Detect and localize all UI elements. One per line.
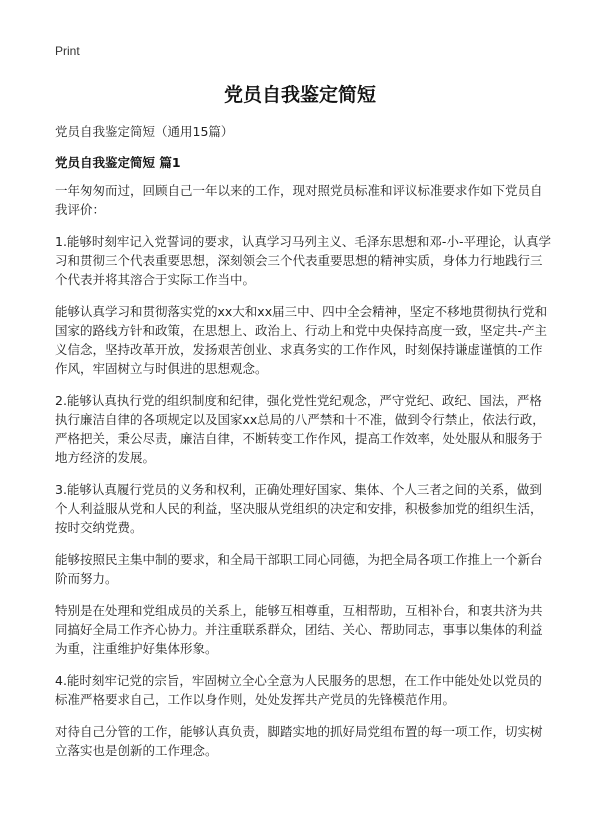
paragraph-point-1: 1.能够时刻牢记入党誓词的要求，认真学习马列主义、毛泽东思想和邓-小-平理论，认真学习和贯彻三个代表重要思想，深刻领会三个代表重要思想的精神实质，身体力行地践行三个代表并将其溶合于实际工作当中。 — [55, 234, 551, 287]
document-subtitle: 党员自我鉴定简短（通用15篇） — [55, 124, 234, 139]
paragraph-relations: 特别是在处理和党组成员的关系上，能够互相尊重，互相帮助，互相补台，和衷共济为共同搞好全局工作齐心协力。并注重联系群众，团结、关心、帮助同志，事事以集体的利益为重，注重维护好集体形象。 — [55, 603, 543, 656]
print-link[interactable]: Print — [55, 44, 80, 58]
paragraph-democracy: 能够按照民主集中制的要求，和全局干部职工同心同德，为把全局各项工作推上一个新台阶而努力。 — [55, 552, 543, 586]
paragraph-intro: 一年匆匆而过，回顾自己一年以来的工作，现对照党员标准和评议标准要求作如下党员自我评价： — [55, 183, 543, 217]
section-heading: 党员自我鉴定简短 篇1 — [55, 155, 181, 170]
paragraph-responsibility: 对待自己分管的工作，能够认真负责，脚踏实地的抓好局党组布置的每一项工作，切实树立落实也是创新的工作理念。 — [55, 724, 543, 758]
paragraph-point-4: 4.能时刻牢记党的宗旨，牢固树立全心全意为人民服务的思想，在工作中能处处以党员的标准严格要求自己，工作以身作则，处处发挥共产党员的先锋模范作用。 — [55, 673, 542, 707]
page-title: 党员自我鉴定简短 — [223, 84, 376, 106]
paragraph-point-2: 2.能够认真执行党的组织制度和纪律，强化党性党纪观念，严守党纪、政纪、国法，严格执行廉洁自律的各项规定以及国家xx总局的八严禁和十不准，做到令行禁止，依法行政，严格把关，秉公尽责，廉洁自律，不断转变工作作风，提高工作效率，处处服从和服务于地方经济的发展。 — [55, 393, 545, 465]
paragraph-point-3: 3.能够认真履行党员的义务和权利，正确处理好国家、集体、个人三者之间的关系，做到个人利益服从党和人民的利益，坚决服从党组织的决定和安排，积极参加党的组织生活，按时交纳党费。 — [55, 482, 543, 535]
paragraph-study: 能够认真学习和贯彻落实党的xx大和xx届三中、四中全会精神，坚定不移地贯彻执行党和国家的路线方针和政策，在思想上、政治上、行动上和党中央保持高度一致，坚定共-产主义信念，坚持改革开放，发扬艰苦创业、求真务实的工作作风，时刻保持谦虚谨慎的工作作风，牢固树立与时俱进的思想观念。 — [55, 304, 548, 376]
document-body — [55, 181, 551, 773]
